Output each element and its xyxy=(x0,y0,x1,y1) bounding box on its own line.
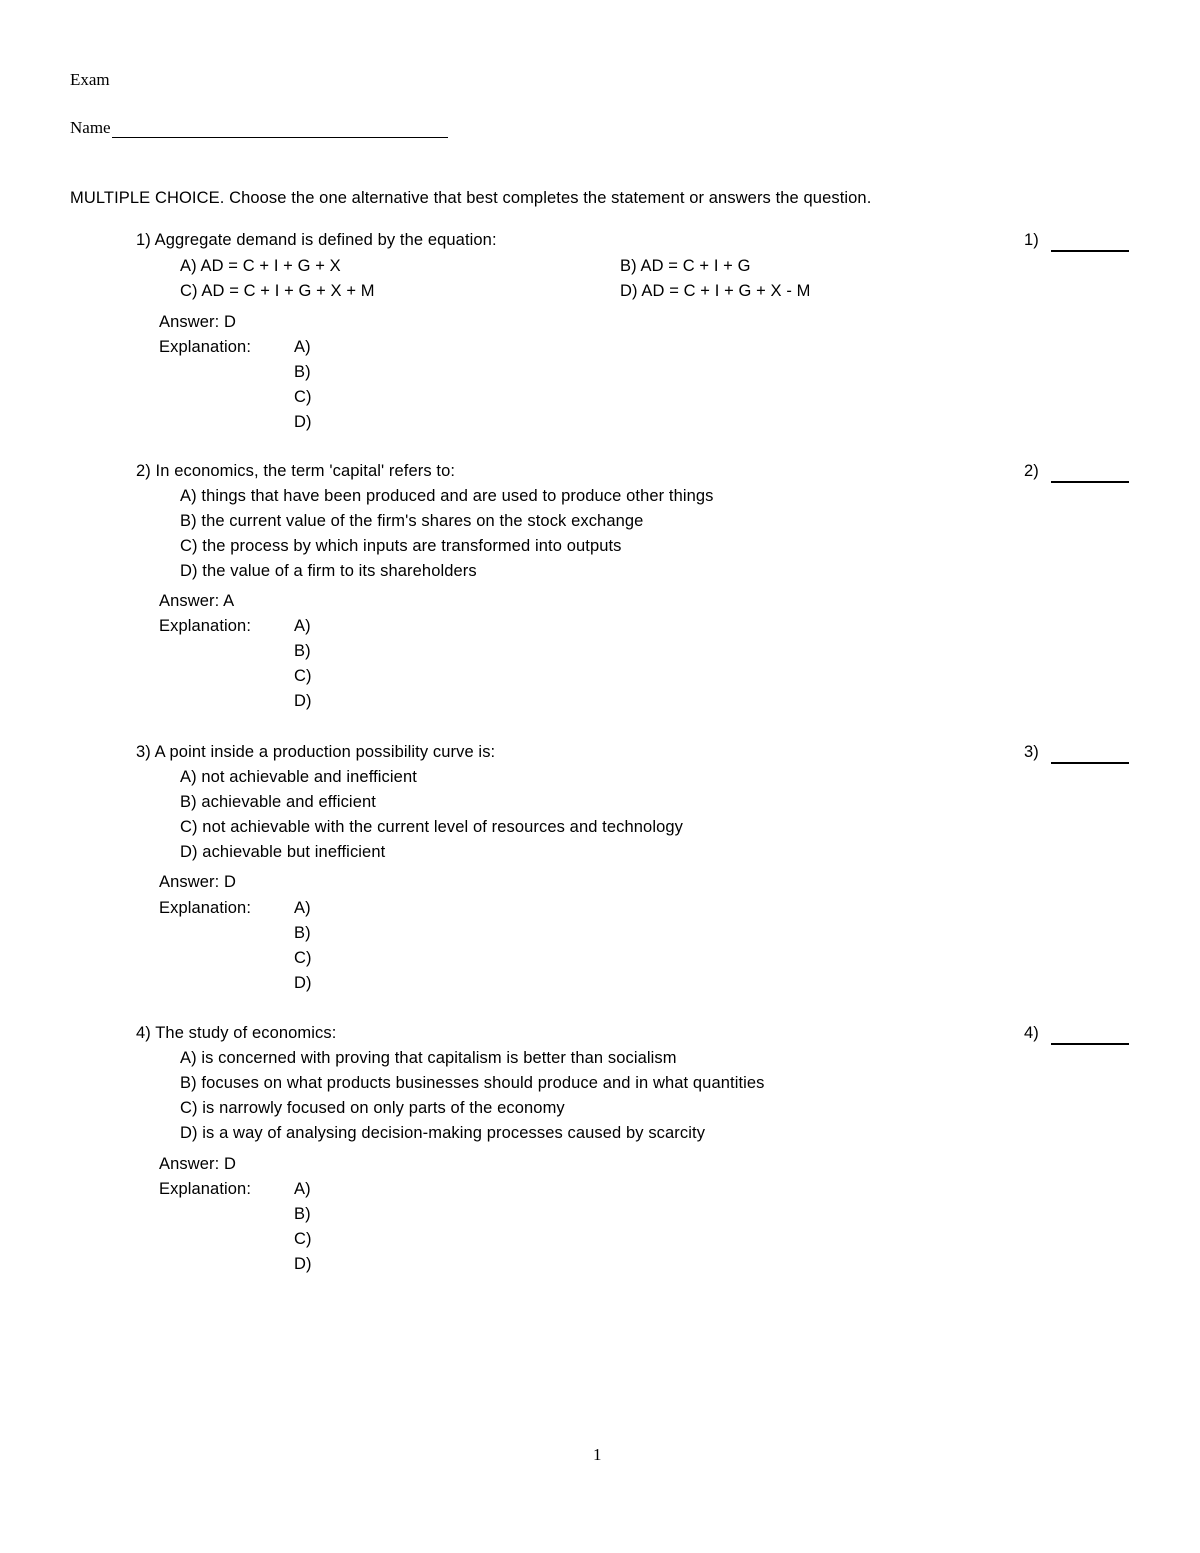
answer-blank-line xyxy=(1051,1043,1129,1045)
page-number: 1 xyxy=(593,1445,602,1464)
answer-blank-number: 2) xyxy=(1024,462,1039,480)
explanation-option-d: D) xyxy=(294,974,312,992)
answer-blank-number: 1) xyxy=(1024,231,1039,249)
option-a: A) things that have been produced and are used to produce other things xyxy=(180,487,714,505)
name-blank-line xyxy=(112,122,448,138)
question-stem: 4) The study of economics: xyxy=(136,1024,337,1042)
question-1 xyxy=(0,231,1200,501)
explanation-option-d: D) xyxy=(294,1255,312,1273)
answer-key: Answer: D xyxy=(159,313,237,331)
option-c: C) the process by which inputs are transformed into outputs xyxy=(180,537,622,555)
answer-blank-line xyxy=(1051,481,1129,483)
option-b: B) achievable and efficient xyxy=(180,793,376,811)
question-4 xyxy=(0,1024,1200,1294)
answer-blank-number: 4) xyxy=(1024,1024,1039,1042)
explanation-option-c: C) xyxy=(294,388,312,406)
exam-title: Exam xyxy=(70,70,110,89)
option-b: B) AD = C + I + G xyxy=(620,257,751,275)
instructions: MULTIPLE CHOICE. Choose the one alternative that best completes the statement or answers the question. xyxy=(70,189,872,207)
option-a: A) not achievable and inefficient xyxy=(180,768,417,786)
question-stem: 1) Aggregate demand is defined by the equation: xyxy=(136,231,497,249)
option-b: B) focuses on what products businesses should produce and in what quantities xyxy=(180,1074,765,1092)
option-b: B) the current value of the firm's shares on the stock exchange xyxy=(180,512,644,530)
answer-key: Answer: A xyxy=(159,592,235,610)
question-stem: 2) In economics, the term 'capital' refers to: xyxy=(136,462,456,480)
explanation-option-d: D) xyxy=(294,413,312,431)
question-2 xyxy=(0,462,1200,732)
explanation-label: Explanation: xyxy=(159,1180,252,1198)
name-label: Name xyxy=(70,118,111,137)
explanation-option-b: B) xyxy=(294,1205,311,1223)
option-a: A) is concerned with proving that capitalism is better than socialism xyxy=(180,1049,677,1067)
explanation-option-b: B) xyxy=(294,363,311,381)
answer-blank-line xyxy=(1051,762,1129,764)
explanation-label: Explanation: xyxy=(159,338,252,356)
option-d: D) AD = C + I + G + X - M xyxy=(620,282,811,300)
question-3 xyxy=(0,743,1200,1013)
option-c: C) AD = C + I + G + X + M xyxy=(180,282,375,300)
answer-blank-number: 3) xyxy=(1024,743,1039,761)
answer-blank-line xyxy=(1051,250,1129,252)
answer-key: Answer: D xyxy=(159,873,237,891)
explanation-option-a: A) xyxy=(294,338,311,356)
explanation-option-b: B) xyxy=(294,924,311,942)
name-field xyxy=(70,118,448,138)
option-d: D) the value of a firm to its shareholders xyxy=(180,562,477,580)
option-d: D) achievable but inefficient xyxy=(180,843,386,861)
explanation-option-c: C) xyxy=(294,667,312,685)
answer-key: Answer: D xyxy=(159,1155,237,1173)
explanation-option-a: A) xyxy=(294,617,311,635)
option-a: A) AD = C + I + G + X xyxy=(180,257,341,275)
explanation-option-c: C) xyxy=(294,949,312,967)
explanation-label: Explanation: xyxy=(159,617,252,635)
explanation-option-b: B) xyxy=(294,642,311,660)
explanation-label: Explanation: xyxy=(159,899,252,917)
explanation-option-d: D) xyxy=(294,692,312,710)
explanation-option-c: C) xyxy=(294,1230,312,1248)
option-c: C) is narrowly focused on only parts of the economy xyxy=(180,1099,565,1117)
explanation-option-a: A) xyxy=(294,899,311,917)
question-stem: 3) A point inside a production possibility curve is: xyxy=(136,743,496,761)
option-c: C) not achievable with the current level of resources and technology xyxy=(180,818,683,836)
explanation-option-a: A) xyxy=(294,1180,311,1198)
option-d: D) is a way of analysing decision-making processes caused by scarcity xyxy=(180,1124,706,1142)
